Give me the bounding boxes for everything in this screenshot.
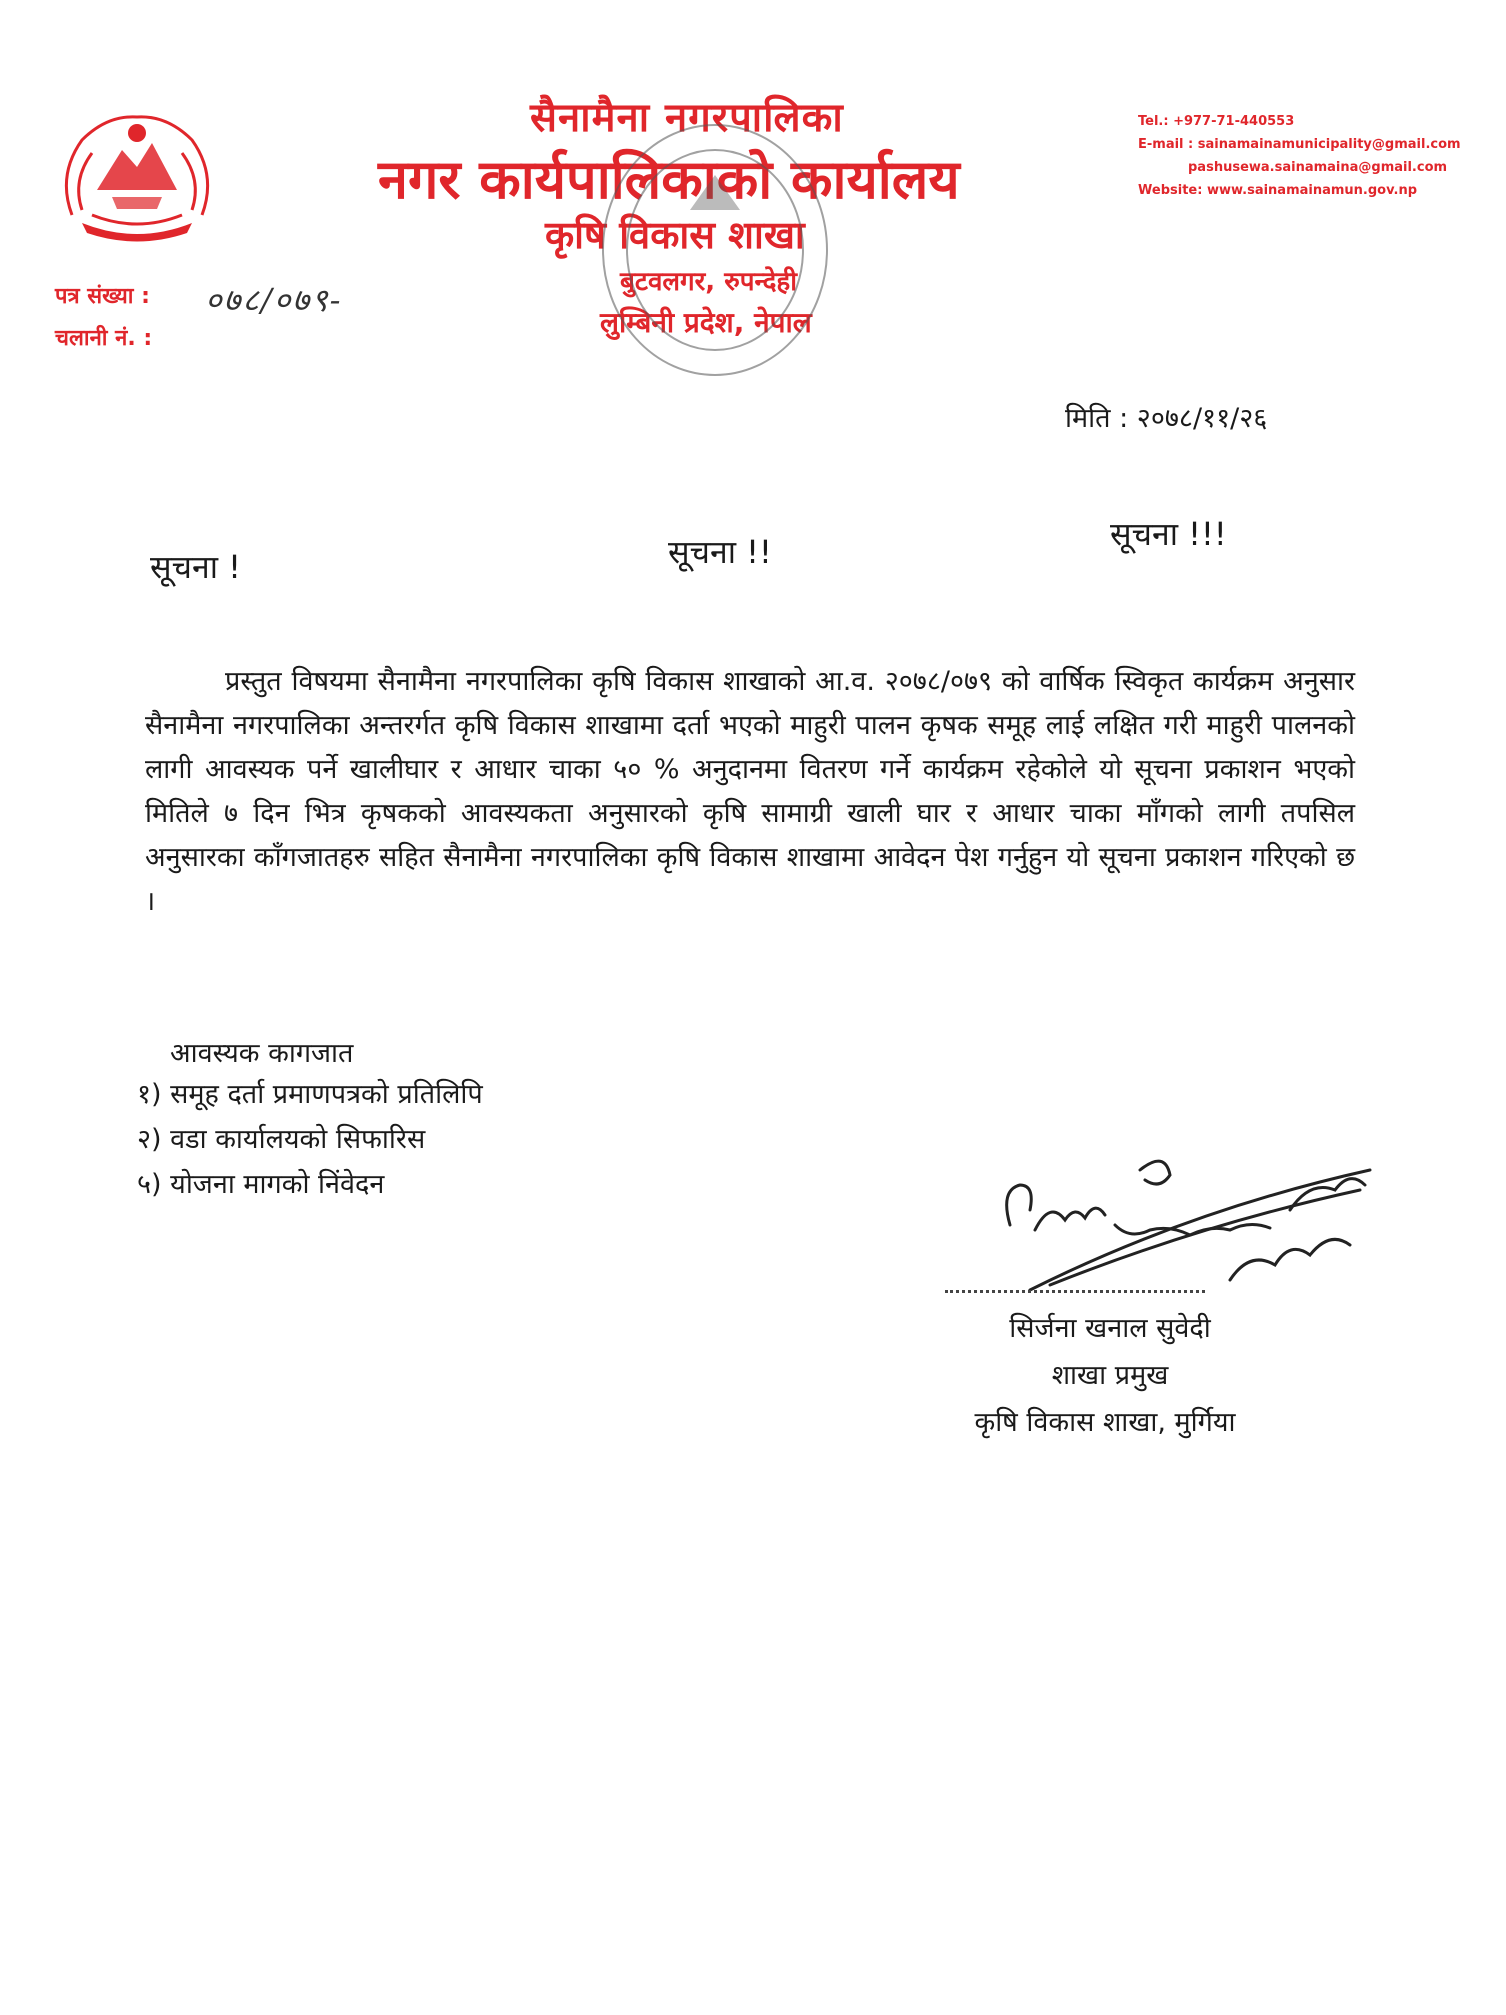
dispatch-no-label: चलानी नं. : — [55, 326, 153, 351]
province-line: लुम्बिनी प्रदेश, नेपाल — [600, 306, 812, 339]
contact-email: E-mail : sainamainamunicipality@gmail.com — [1138, 137, 1461, 152]
documents-list — [137, 1072, 483, 1207]
list-item: २) वडा कार्यालयको सिफारिस — [137, 1124, 426, 1155]
date-line: मिति : २०७८/११/२६ — [1065, 403, 1268, 434]
list-item: १) समूह दर्ता प्रमाणपत्रको प्रतिलिपि — [137, 1079, 483, 1110]
notice-body — [145, 660, 1355, 924]
signatory-branch: कृषि विकास शाखा, मुर्गिया — [974, 1407, 1236, 1438]
contact-email-secondary: pashusewa.sainamaina@gmail.com — [1188, 160, 1448, 175]
notice-heading-2: सूचना !! — [668, 533, 772, 571]
contact-website: Website: www.sainamainamun.gov.np — [1138, 183, 1418, 198]
contact-block — [1138, 110, 1461, 202]
office-name: नगर कार्यपालिकाको कार्यालय — [378, 148, 960, 211]
address-line: बुटवलगर, रुपन्देही — [620, 267, 797, 297]
documents-heading: आवस्यक कागजात — [170, 1038, 354, 1069]
notice-heading-3: सूचना !!! — [1110, 515, 1227, 553]
letter-no-label: पत्र संख्या : — [55, 284, 150, 309]
list-item: ५) योजना मागको निंवेदन — [137, 1169, 385, 1200]
office-stamp-icon — [595, 115, 835, 385]
signature-line — [945, 1290, 1205, 1293]
branch-name: कृषि विकास शाखा — [545, 213, 805, 257]
signatory-name: सिर्जना खनाल सुवेदी — [1009, 1313, 1211, 1344]
signature-block — [940, 1305, 1280, 1446]
signatory-title: शाखा प्रमुख — [1051, 1360, 1169, 1391]
letter-no-value: ०७८/०७९- — [205, 281, 343, 319]
handwritten-signature-icon — [990, 1130, 1380, 1300]
contact-tel: Tel.: +977-71-440553 — [1138, 114, 1295, 129]
notice-heading-1: सूचना ! — [150, 548, 242, 586]
nepal-emblem-icon — [52, 105, 222, 245]
org-name: सैनामैना नगरपालिका — [530, 95, 844, 141]
notice-paragraph: प्रस्तुत विषयमा सैनामैना नगरपालिका कृषि विकास शाखाको आ.व. २०७८/०७९ को वार्षिक स्विकृत कार्यक्रम अनुसार सैनामैना नगरपालिका अन्तरर्गत कृषि विकास शाखामा दर्ता भएको माहुरी पालन कृषक समूह लाई लक्षित गरी माहुरी पालनको लागी आवस्यक पर्ने खालीघार र आधार चाका ५० % अनुदानमा वितरण गर्ने कार्यक्रम रहेकोले यो सूचना प्रकाशन भएको मितिले ७ दिन भित्र कृषकको आवस्यकता अनुसारको कृषि सामाग्री खाली घार र आधार चाका माँगको लागी तपसिल अनुसारका काँगजातहरु सहित सैनामैना नगरपालिका कृषि विकास शाखामा आवेदन पेश गर्नुहुन यो सूचना प्रकाशन गरिएको छ । — [145, 666, 1355, 917]
